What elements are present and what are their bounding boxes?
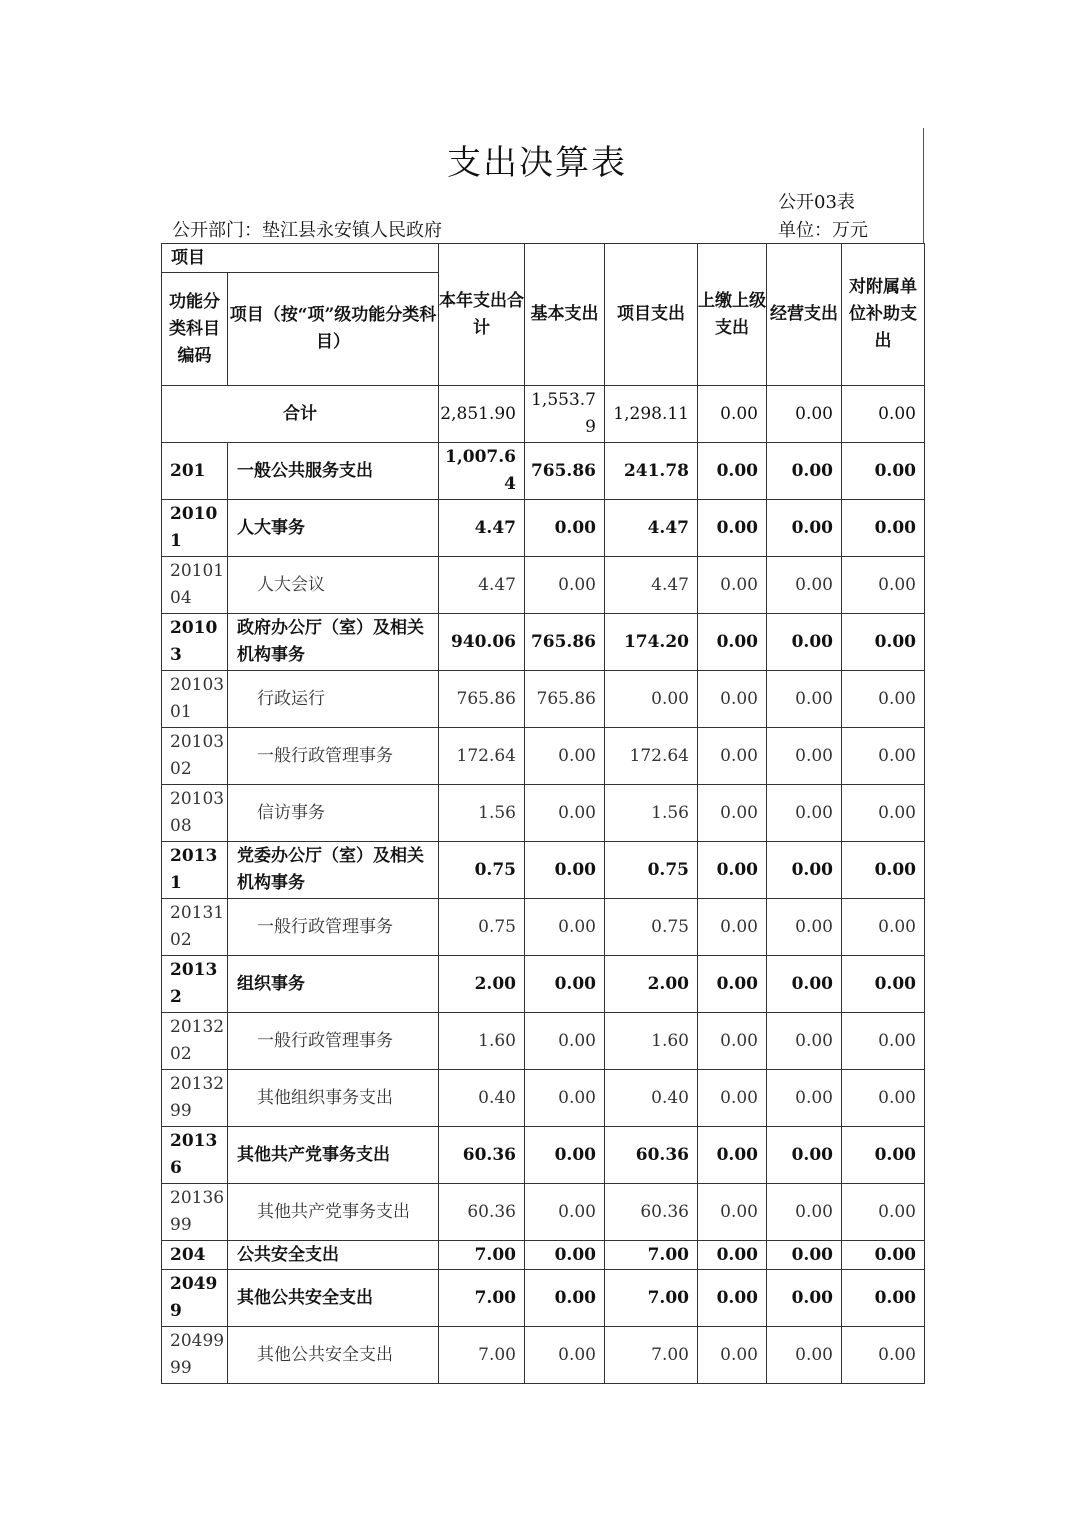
amount-cell: 0.00 [525, 1070, 605, 1127]
function-code-cell: 20103 [162, 614, 228, 671]
amount-cell: 1.56 [439, 785, 525, 842]
amount-cell: 0.00 [605, 671, 698, 728]
amount-cell: 0.00 [842, 728, 925, 785]
amount-cell: 0.00 [842, 842, 925, 899]
total-value: 0.00 [698, 386, 767, 443]
amount-cell: 0.00 [767, 1070, 842, 1127]
amount-cell: 0.75 [605, 899, 698, 956]
amount-cell: 0.00 [767, 500, 842, 557]
amount-cell: 0.00 [842, 443, 925, 500]
function-name-cell: 一般行政管理事务 [228, 1013, 439, 1070]
amount-cell: 7.00 [439, 1327, 525, 1384]
amount-cell: 4.47 [605, 557, 698, 614]
amount-cell: 0.00 [842, 614, 925, 671]
amount-cell: 0.00 [698, 728, 767, 785]
amount-cell: 0.00 [525, 1327, 605, 1384]
form-code: 公开03表 [778, 192, 855, 213]
table-row [162, 1070, 925, 1127]
expenditure-table [161, 243, 925, 1384]
amount-cell: 60.36 [605, 1127, 698, 1184]
amount-cell: 0.00 [525, 1241, 605, 1270]
header-subsidiary-subsidy: 对附属单位补助支出 [842, 244, 925, 386]
amount-cell: 4.47 [439, 557, 525, 614]
amount-cell: 0.00 [767, 671, 842, 728]
amount-cell: 0.00 [525, 557, 605, 614]
amount-cell: 0.00 [767, 785, 842, 842]
amount-cell: 0.40 [605, 1070, 698, 1127]
function-name-cell: 其他共产党事务支出 [228, 1184, 439, 1241]
header-project-expenditure: 项目支出 [605, 244, 698, 386]
header-operating-expenditure: 经营支出 [767, 244, 842, 386]
amount-cell: 0.00 [698, 443, 767, 500]
amount-cell: 0.00 [698, 1070, 767, 1127]
function-code-cell: 2010308 [162, 785, 228, 842]
amount-cell: 0.00 [698, 956, 767, 1013]
amount-cell: 765.86 [525, 614, 605, 671]
amount-cell: 1.60 [605, 1013, 698, 1070]
amount-cell: 0.75 [605, 842, 698, 899]
department-label: 公开部门：垫江县永安镇人民政府 [172, 220, 442, 241]
amount-cell: 940.06 [439, 614, 525, 671]
function-name-cell: 人大事务 [228, 500, 439, 557]
header-basic-expenditure: 基本支出 [525, 244, 605, 386]
amount-cell: 0.00 [767, 1241, 842, 1270]
function-code-cell: 20101 [162, 500, 228, 557]
amount-cell: 0.00 [767, 1013, 842, 1070]
function-name-cell: 一般行政管理事务 [228, 899, 439, 956]
function-code-cell: 20136 [162, 1127, 228, 1184]
amount-cell: 0.00 [767, 443, 842, 500]
function-code-cell: 201 [162, 443, 228, 500]
table-row [162, 1184, 925, 1241]
amount-cell: 0.00 [842, 1127, 925, 1184]
header-total-expenditure: 本年支出合计 [439, 244, 525, 386]
amount-cell: 0.00 [842, 899, 925, 956]
amount-cell: 0.00 [767, 842, 842, 899]
table-row [162, 500, 925, 557]
amount-cell: 0.00 [842, 1327, 925, 1384]
function-code-cell: 2049999 [162, 1327, 228, 1384]
function-code-cell: 20499 [162, 1270, 228, 1327]
header-function-name: 项目（按“项”级功能分类科目） [228, 273, 439, 386]
amount-cell: 1,007.64 [439, 443, 525, 500]
amount-cell: 0.00 [842, 1241, 925, 1270]
table-row [162, 1270, 925, 1327]
function-code-cell: 2010302 [162, 728, 228, 785]
amount-cell: 0.00 [525, 1184, 605, 1241]
amount-cell: 0.00 [842, 956, 925, 1013]
table-row [162, 956, 925, 1013]
header-upper-remittance: 上缴上级支出 [698, 244, 767, 386]
amount-cell: 0.00 [842, 1184, 925, 1241]
amount-cell: 4.47 [439, 500, 525, 557]
amount-cell: 1.60 [439, 1013, 525, 1070]
amount-cell: 0.00 [767, 899, 842, 956]
amount-cell: 1.56 [605, 785, 698, 842]
amount-cell: 2.00 [605, 956, 698, 1013]
total-value: 1,298.11 [605, 386, 698, 443]
amount-cell: 0.00 [842, 785, 925, 842]
header-row-1 [162, 244, 925, 273]
table-row [162, 785, 925, 842]
header-function-code: 功能分类科目编码 [162, 273, 228, 386]
amount-cell: 0.00 [767, 1127, 842, 1184]
amount-cell: 0.00 [525, 1270, 605, 1327]
amount-cell: 0.00 [698, 899, 767, 956]
table-row [162, 671, 925, 728]
amount-cell: 0.00 [767, 956, 842, 1013]
function-name-cell: 其他公共安全支出 [228, 1270, 439, 1327]
table-row [162, 443, 925, 500]
amount-cell: 172.64 [605, 728, 698, 785]
amount-cell: 60.36 [439, 1184, 525, 1241]
unit-label: 单位：万元 [778, 220, 868, 241]
amount-cell: 0.00 [698, 842, 767, 899]
table-row [162, 614, 925, 671]
total-value: 2,851.90 [439, 386, 525, 443]
amount-cell: 0.00 [698, 785, 767, 842]
amount-cell: 0.00 [767, 1327, 842, 1384]
amount-cell: 0.00 [698, 1127, 767, 1184]
amount-cell: 765.86 [525, 443, 605, 500]
total-label: 合计 [162, 386, 439, 443]
table-row [162, 1127, 925, 1184]
amount-cell: 0.00 [842, 500, 925, 557]
header-item: 项目 [162, 244, 439, 273]
function-code-cell: 2013699 [162, 1184, 228, 1241]
amount-cell: 765.86 [439, 671, 525, 728]
function-code-cell: 20132 [162, 956, 228, 1013]
function-code-cell: 2013202 [162, 1013, 228, 1070]
amount-cell: 0.00 [842, 1013, 925, 1070]
amount-cell: 60.36 [439, 1127, 525, 1184]
function-name-cell: 党委办公厅（室）及相关机构事务 [228, 842, 439, 899]
amount-cell: 0.00 [525, 500, 605, 557]
amount-cell: 7.00 [605, 1241, 698, 1270]
amount-cell: 0.00 [698, 557, 767, 614]
amount-cell: 0.00 [525, 1013, 605, 1070]
total-value: 0.00 [767, 386, 842, 443]
amount-cell: 7.00 [605, 1327, 698, 1384]
amount-cell: 0.00 [767, 1270, 842, 1327]
amount-cell: 0.00 [698, 1184, 767, 1241]
amount-cell: 0.00 [525, 1127, 605, 1184]
function-name-cell: 其他公共安全支出 [228, 1327, 439, 1384]
amount-cell: 0.75 [439, 899, 525, 956]
amount-cell: 0.00 [698, 1270, 767, 1327]
total-value: 0.00 [842, 386, 925, 443]
amount-cell: 241.78 [605, 443, 698, 500]
amount-cell: 0.00 [698, 614, 767, 671]
table-row [162, 557, 925, 614]
amount-cell: 0.00 [842, 1070, 925, 1127]
amount-cell: 172.64 [439, 728, 525, 785]
function-name-cell: 一般公共服务支出 [228, 443, 439, 500]
amount-cell: 0.40 [439, 1070, 525, 1127]
function-code-cell: 2013299 [162, 1070, 228, 1127]
amount-cell: 0.00 [767, 614, 842, 671]
amount-cell: 765.86 [525, 671, 605, 728]
function-code-cell: 2013102 [162, 899, 228, 956]
table-row [162, 1241, 925, 1270]
amount-cell: 0.00 [767, 1184, 842, 1241]
amount-cell: 0.00 [767, 728, 842, 785]
function-code-cell: 20131 [162, 842, 228, 899]
amount-cell: 7.00 [605, 1270, 698, 1327]
amount-cell: 0.00 [842, 671, 925, 728]
total-row [162, 386, 925, 443]
function-code-cell: 2010104 [162, 557, 228, 614]
total-value: 1,553.79 [525, 386, 605, 443]
function-name-cell: 公共安全支出 [228, 1241, 439, 1270]
amount-cell: 7.00 [439, 1241, 525, 1270]
amount-cell: 0.00 [698, 1327, 767, 1384]
amount-cell: 7.00 [439, 1270, 525, 1327]
amount-cell: 0.00 [525, 842, 605, 899]
amount-cell: 0.00 [525, 785, 605, 842]
table-row [162, 1013, 925, 1070]
function-name-cell: 信访事务 [228, 785, 439, 842]
amount-cell: 0.00 [525, 956, 605, 1013]
function-code-cell: 204 [162, 1241, 228, 1270]
amount-cell: 0.00 [767, 557, 842, 614]
amount-cell: 0.00 [698, 671, 767, 728]
amount-cell: 0.00 [525, 728, 605, 785]
function-name-cell: 其他共产党事务支出 [228, 1127, 439, 1184]
function-name-cell: 行政运行 [228, 671, 439, 728]
amount-cell: 60.36 [605, 1184, 698, 1241]
amount-cell: 174.20 [605, 614, 698, 671]
amount-cell: 0.75 [439, 842, 525, 899]
function-name-cell: 一般行政管理事务 [228, 728, 439, 785]
amount-cell: 0.00 [842, 1270, 925, 1327]
table-row [162, 842, 925, 899]
table-row [162, 1327, 925, 1384]
page-title: 支出决算表 [447, 143, 627, 183]
function-name-cell: 人大会议 [228, 557, 439, 614]
amount-cell: 0.00 [698, 1241, 767, 1270]
amount-cell: 0.00 [525, 899, 605, 956]
function-code-cell: 2010301 [162, 671, 228, 728]
table-row [162, 899, 925, 956]
function-name-cell: 组织事务 [228, 956, 439, 1013]
function-name-cell: 其他组织事务支出 [228, 1070, 439, 1127]
amount-cell: 0.00 [698, 500, 767, 557]
amount-cell: 2.00 [439, 956, 525, 1013]
table-row [162, 728, 925, 785]
amount-cell: 0.00 [698, 1013, 767, 1070]
amount-cell: 4.47 [605, 500, 698, 557]
amount-cell: 0.00 [842, 557, 925, 614]
function-name-cell: 政府办公厅（室）及相关机构事务 [228, 614, 439, 671]
